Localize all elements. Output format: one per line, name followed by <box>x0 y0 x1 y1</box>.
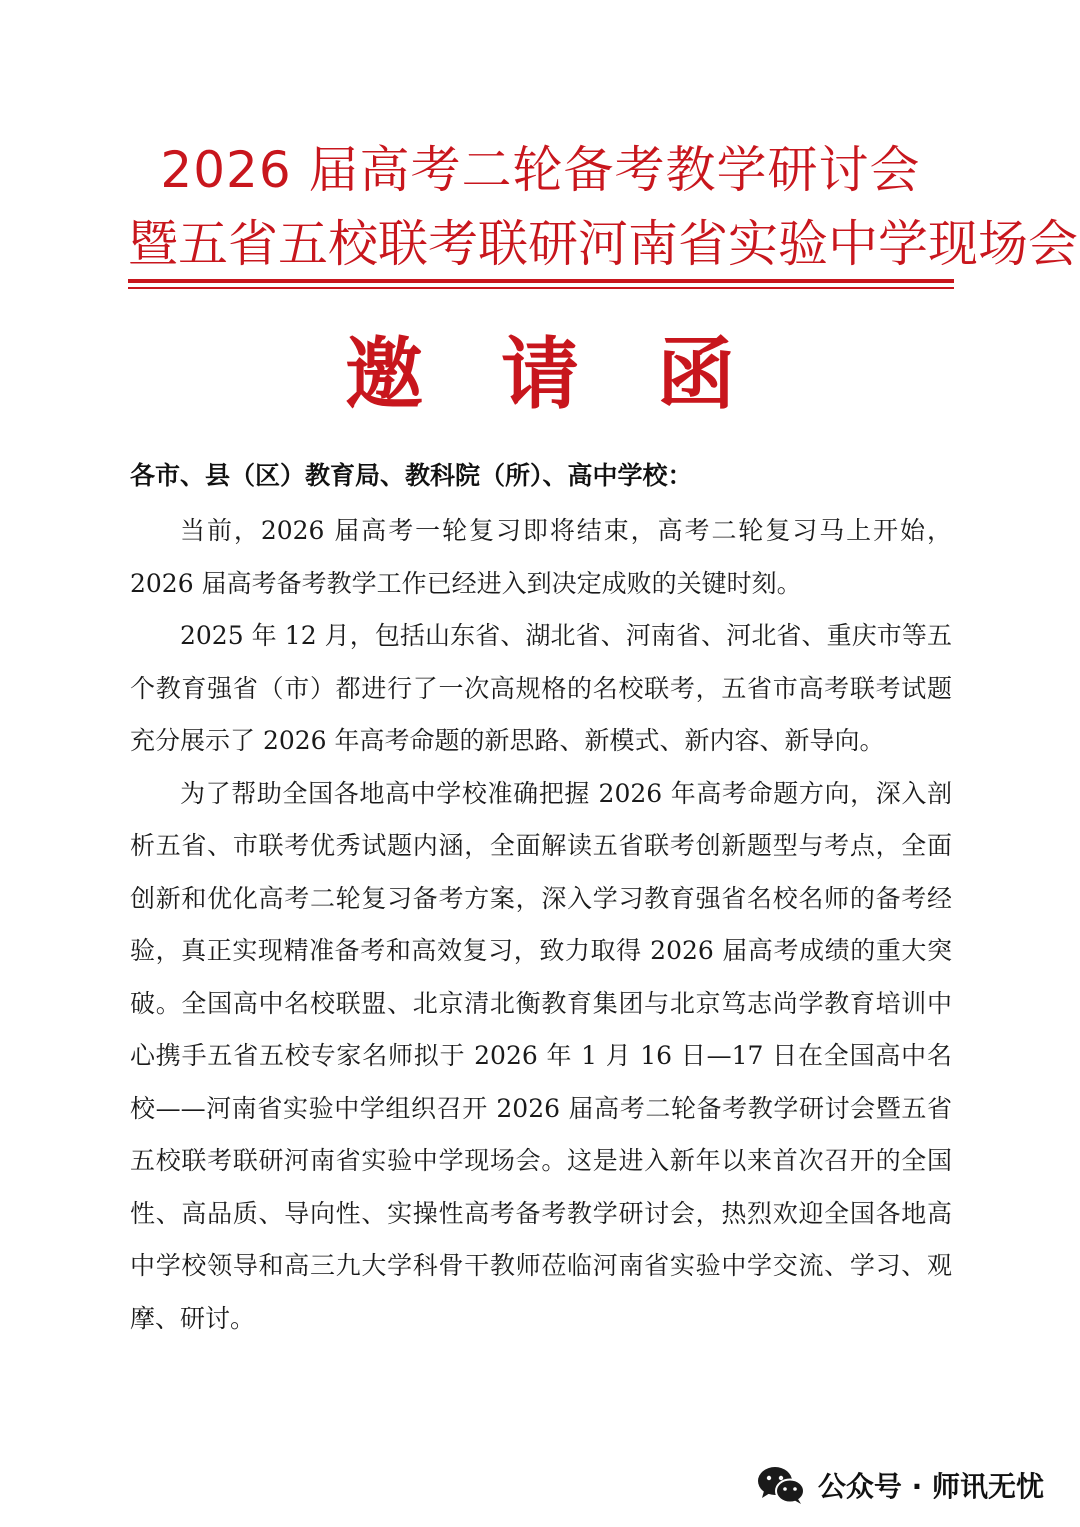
paragraph-3: 为了帮助全国各地高中学校准确把握 2026 年高考命题方向，深入剖析五省、市联考优秀试题内涵，全面解读五省联考创新题型与考点，全面创新和优化高考二轮复习备考方案，深入学习教育强省名校名师的备考经验，真正实现精准备考和高效复习，致力取得 2026 届高考成绩的重大突破。全国高中名校联盟、北京清北衡教育集团与北京笃志尚学教育培训中心携手五省五校专家名师拟于 2026 年 1 月 16 日—17 日在全国高中名校——河南省实验中学组织召开 2026 届高考二轮备考教学研讨会暨五省五校联考联研河南省实验中学现场会。这是进入新年以来首次召开的全国性、高品质、导向性、实操性高考备考教学研讨会，热烈欢迎全国各地高中学校领导和高三九大学科骨干教师莅临河南省实验中学交流、学习、观摩、研讨。 <box>130 778 952 1333</box>
salutation: 各市、县（区）教育局、教科院（所）、高中学校： <box>130 461 693 490</box>
paragraph-2: 2025 年 12 月，包括山东省、湖北省、河南省、河北省、重庆市等五个教育强省（市）都进行了一次高规格的名校联考，五省市高考联考试题充分展示了 2026 年高考命题的新思路、新模式、新内容、新导向。 <box>130 621 952 755</box>
title-line-1: 2026 届高考二轮备考教学研讨会 <box>160 141 921 199</box>
title-divider-thick <box>128 279 954 283</box>
wechat-icon <box>756 1465 806 1505</box>
paragraph-1: 当前，2026 届高考一轮复习即将结束，高考二轮复习马上开始，2026 届高考备考教学工作已经进入到决定成败的关键时刻。 <box>130 516 952 598</box>
watermark-text: 公众号 · 师讯无忧 <box>817 1470 1044 1503</box>
title-line-2: 暨五省五校联考联研河南省实验中学现场会 <box>128 215 1078 273</box>
wechat-watermark <box>756 1461 1044 1509</box>
invitation-heading: 邀请函 <box>344 330 813 420</box>
letter-body <box>130 505 952 1345</box>
title-divider-thin <box>128 287 954 289</box>
